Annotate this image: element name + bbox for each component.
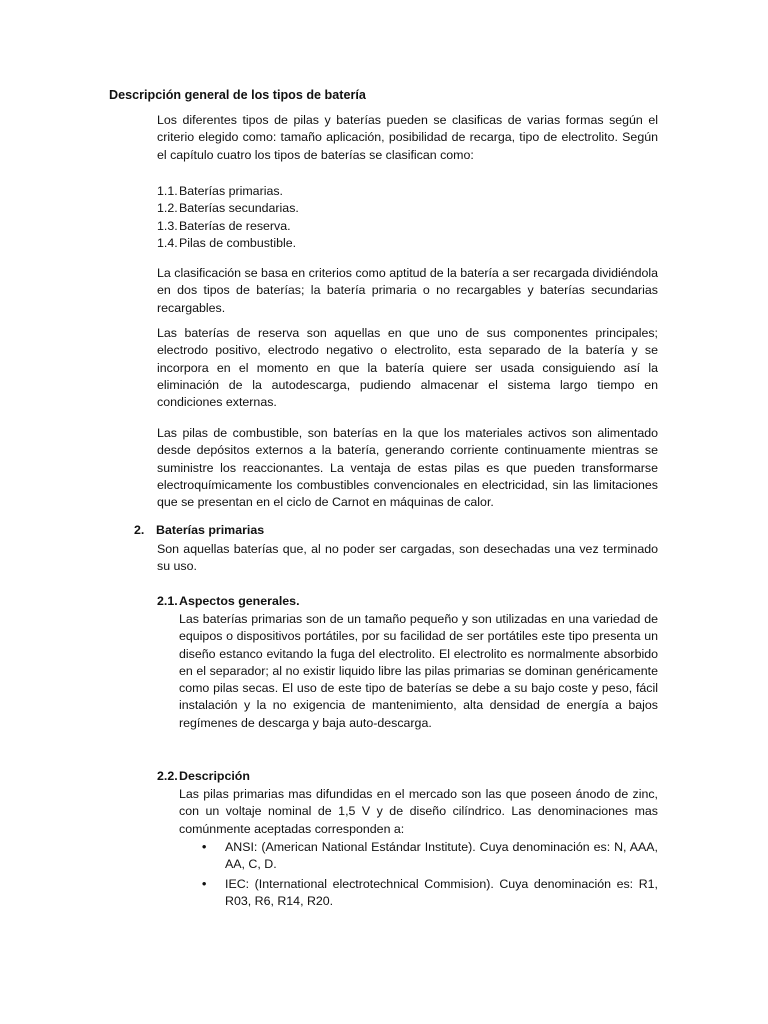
subsection-2-2-text: Las pilas primarias mas difundidas en el mercado son las que poseen ánodo de zinc, con un voltaje nominal de 1,5 V y de diseño cilíndrico. Las denominaciones mas comúnmente aceptadas corresponden a: (179, 787, 658, 836)
subsection-2-2-title: Descripción (179, 769, 250, 783)
section-2-heading (134, 522, 264, 539)
bullet-text: ANSI: (American National Estándar Institute). Cuya denominación es: N, AAA, AA, C, D. (225, 840, 658, 872)
list-item-text: Pilas de combustible. (179, 235, 297, 250)
bullet-icon: • (202, 840, 207, 854)
subsection-2-1-title: Aspectos generales. (179, 594, 300, 608)
list-item (157, 235, 299, 252)
list-item-text: Baterías secundarias. (179, 201, 299, 216)
list-item (157, 218, 299, 235)
subsection-2-2-heading (157, 768, 250, 785)
reserve-batteries-text: Las baterías de reserva son aquellas en que uno de sus componentes principales; electrodo positivo, electrodo negativo o electrolito, esta separado de la batería y se incorpora en el momento en que la batería quiere ser usada consiguiendo así la eliminación de la autodescarga, pudiendo almacenar el sistema largo tiempo en condiciones externas. (157, 326, 658, 410)
intro-text: Los diferentes tipos de pilas y baterías pueden se clasificas de varias formas según el criterio elegido como: tamaño aplicación, posibilidad de recarga, tipo de electrolito. Según el capítulo cuatro los tipos de baterías se clasifican como: (157, 113, 658, 162)
section-2-title: Baterías primarias (156, 523, 265, 537)
classification-paragraph (157, 265, 658, 317)
list-item (157, 200, 299, 217)
fuel-cells-paragraph (157, 425, 658, 511)
list-item-number: 1.4. (157, 235, 178, 250)
intro-paragraph (157, 112, 658, 164)
section-2-text: Son aquellas baterías que, al no poder ser cargadas, son desechadas una vez terminado su uso. (157, 542, 658, 574)
classification-text: La clasificación se basa en criterios como aptitud de la batería a ser recargada dividiéndola en dos tipos de baterías; la batería primaria o no recargables y baterías secundarias recargables. (157, 266, 658, 315)
bullet-item (202, 876, 658, 911)
subsection-2-2-number: 2.2. (157, 769, 178, 783)
battery-types-list (157, 183, 299, 252)
list-item-text: Baterías primarias. (179, 184, 283, 198)
subsection-2-1-text: Las baterías primarias son de un tamaño pequeño y son utilizadas en una variedad de equipos o dispositivos portátiles, por su facilidad de ser portátiles este tipo presenta un diseño estanco evitando la fuga del electrolito. El electrolito es normalmente absorbido en el separador; al no existir liquido libre las pilas primarias se dominan genéricamente como pilas secas. El uso de este tipo de baterías se debe a su bajo coste y peso, fácil instalación y la no exigencia de mantenimiento, alta densidad de energía a bajos regímenes de descarga y baja auto-descarga. (179, 612, 658, 730)
section-2-body (157, 541, 658, 576)
bullet-icon: • (202, 876, 207, 891)
subsection-2-1-heading (157, 593, 300, 610)
list-item (157, 183, 299, 200)
subsection-2-1-number: 2.1. (157, 594, 178, 608)
list-item-text: Baterías de reserva. (179, 218, 291, 233)
subsection-2-2-body (179, 786, 658, 838)
denominations-list (202, 839, 658, 912)
section-2-number: 2. (134, 523, 145, 537)
document-title: Descripción general de los tipos de batería (109, 88, 366, 102)
subsection-2-1-body (179, 611, 658, 732)
bullet-text: IEC: (International electrotechnical Commision). Cuya denominación es: R1, R03, R6, R14, R20. (225, 876, 658, 908)
list-item-number: 1.3. (157, 218, 178, 233)
bullet-item (202, 839, 658, 874)
list-item-number: 1.1. (157, 184, 178, 198)
fuel-cells-text: Las pilas de combustible, son baterías en la que los materiales activos son alimentado desde depósitos externos a la batería, generando corriente continuamente mientras se suministre los reaccionantes. La ventaja de estas pilas es que pueden transformarse electroquímicamente los combustibles convencionales en electricidad, sin las limitaciones que se presentan en el ciclo de Carnot en máquinas de calor. (157, 426, 658, 510)
reserve-batteries-paragraph (157, 325, 658, 411)
list-item-number: 1.2. (157, 201, 178, 216)
